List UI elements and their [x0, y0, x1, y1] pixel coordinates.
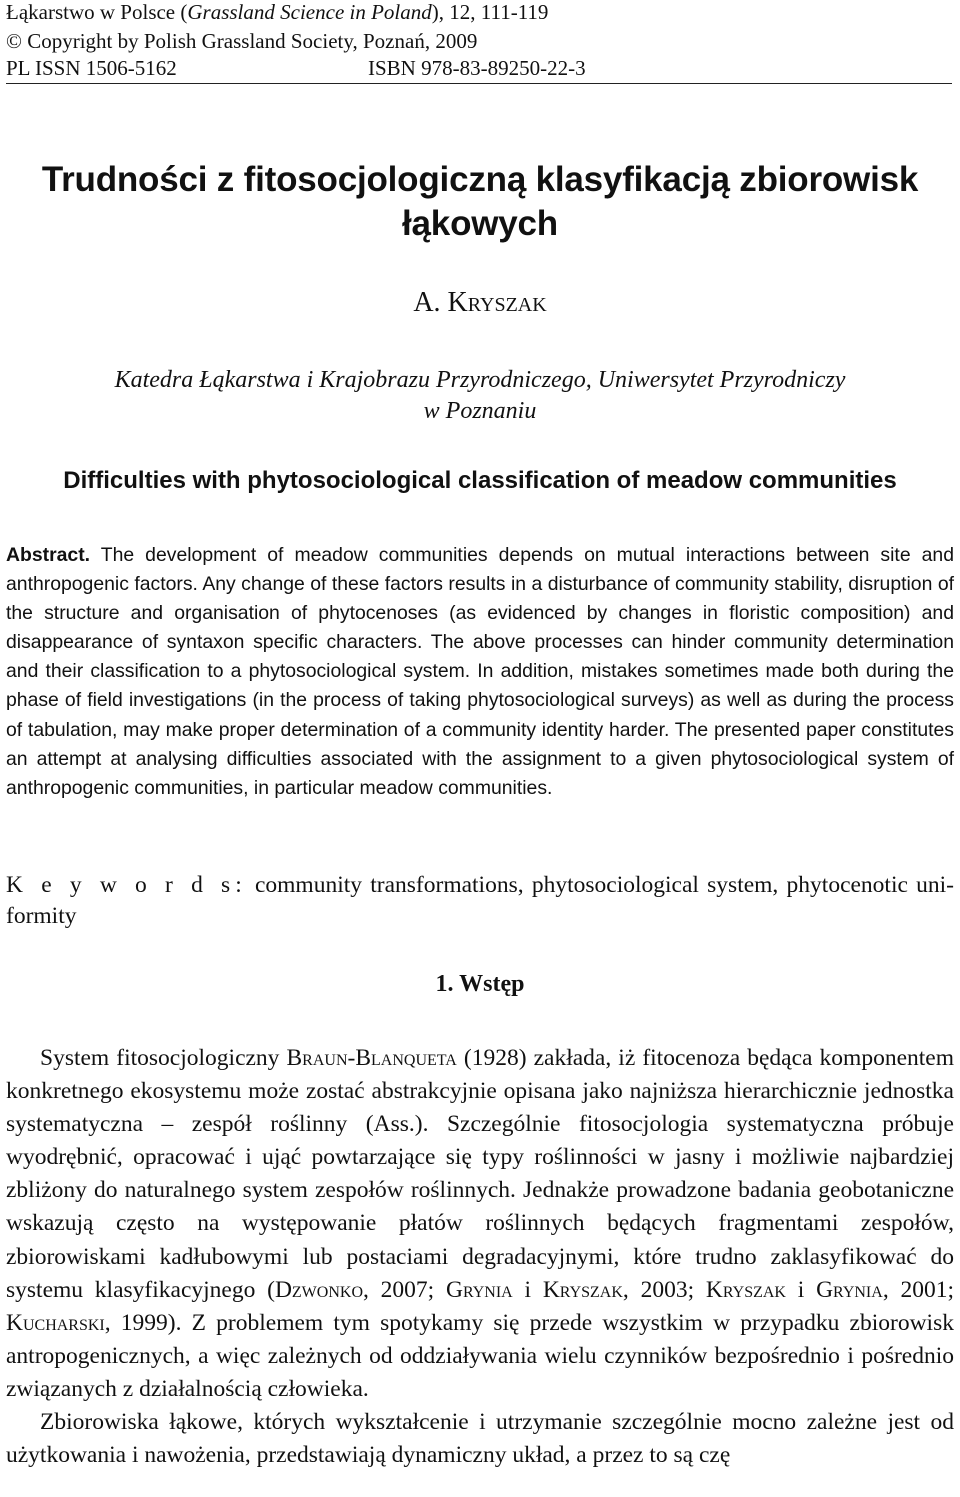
abstract-label: Abstract.: [6, 544, 91, 566]
journal-volume-pages: ), 12, 111-119: [431, 0, 549, 24]
affiliation: [0, 365, 960, 427]
paragraph-1: [6, 1042, 954, 1406]
text-run: System fitosocjologiczny: [40, 1045, 287, 1071]
cited-author: Dzwonko: [274, 1276, 364, 1303]
paper-title: [0, 158, 960, 246]
isbn: ISBN 978-83-89250-22-3: [368, 56, 586, 80]
english-title: Difficulties with phytosociological classification of meadow communities: [63, 467, 897, 494]
paper-title-line-2: łąkowych: [402, 204, 558, 243]
copyright-line: © Copyright by Polish Grassland Society, Poznań, 2009: [6, 29, 478, 53]
keywords-text: community transformations, phytosociological system, phytocenotic uniformity: [6, 872, 954, 929]
keywords: [6, 870, 954, 932]
paragraph-2: Zbiorowiska łąkowe, których wykształcenie i utrzymanie szczególnie mocno zależne jest od użytkowania i nawożenia, przedstawiają dynamiczny układ, a przez to są czę: [6, 1409, 954, 1469]
journal-citation: [6, 0, 548, 25]
body-text: [6, 1042, 954, 1472]
cited-author: Grynia: [816, 1276, 883, 1303]
author: [0, 287, 960, 319]
text-run: , 2007;: [363, 1276, 446, 1303]
text-run: , 2001;: [882, 1276, 955, 1303]
affiliation-line-2: w Poznaniu: [423, 398, 537, 424]
section-heading: 1. Wstęp: [435, 971, 525, 997]
issn: PL ISSN 1506-5162: [6, 56, 177, 80]
abstract: [6, 541, 954, 803]
affiliation-line-1: Katedra Łąkarstwa i Krajobrazu Przyrodniczego, Uniwersytet Przyrodniczy: [114, 367, 846, 393]
cited-author: Braun-Blanqueta: [286, 1045, 457, 1071]
text-run: , 2003;: [622, 1276, 706, 1303]
text-run: (1928) zakłada, iż fitocenoza będąca komponentem konkretnego ekosystemu może zostać abstrakcyjnie opisana jako najniższa hierarchicznie jednostka systematyczna – zespół roślinny (Ass.). Szczególnie fitosocjologia systematyczna próbuje wyodrębnić, opracować i ująć powtarzające się typy roślinności w jasny i możliwie najbardziej zbliżony do naturalnego system zespołów roślinnych. Jednakże prowadzone badania geobotaniczne wskazują często na występowanie płatów roślinnych będących fragmentami zespołów, zbiorowiskami kadłubowymi lub postaciami degradacyjnymi, które trudno zaklasyfikować do systemu klasyfikacyjnego (: [6, 1045, 954, 1303]
text-run: , 1999). Z problemem tym spotykamy się przede wszystkim w przypadku zbiorowisk antropogenicznych, a więc zależnych od oddziaływania wielu czynników bezpośrednio i pośrednio związanych z działalnością człowieka.: [6, 1309, 954, 1402]
cited-author: Kryszak: [705, 1276, 786, 1303]
author-surname: Kryszak: [447, 287, 547, 318]
text-run: i: [785, 1276, 817, 1303]
journal-name-pl: Łąkarstwo w Polsce (: [6, 0, 188, 24]
cited-author: Grynia: [445, 1276, 513, 1303]
journal-name-en: Grassland Science in Poland: [187, 0, 432, 24]
cited-author: Kucharski: [6, 1309, 105, 1336]
keywords-label: K e y w o r d s:: [6, 872, 247, 898]
abstract-text: The development of meadow communities depends on mutual interactions between site and anthropogenic factors. Any change of these factors results in a disturbance of community stability, disruption of the structure and organisation of phytocenoses (as evidenced by changes in floristic composition) and disappearance of syntaxon specific characters. The above processes can hinder community determination and their classification to a phytosociological system. In addition, mistakes sometimes made both during the phase of field investigations (in the process of taking phytosociological surveys) as well as during the process of tabulation, may make proper determination of a community identity harder. The presented paper constitutes an attempt at analysing difficulties associated with the assignment to a given phytosociological system of anthropogenic communities, in particular meadow communities.: [6, 544, 954, 799]
header-rule: [6, 83, 952, 84]
author-initial: A.: [413, 287, 448, 318]
text-run: i: [512, 1276, 543, 1303]
paper-title-line-1: Trudności z fitosocjologiczną klasyfikacją zbiorowisk: [41, 160, 919, 199]
cited-author: Kryszak: [542, 1276, 623, 1303]
